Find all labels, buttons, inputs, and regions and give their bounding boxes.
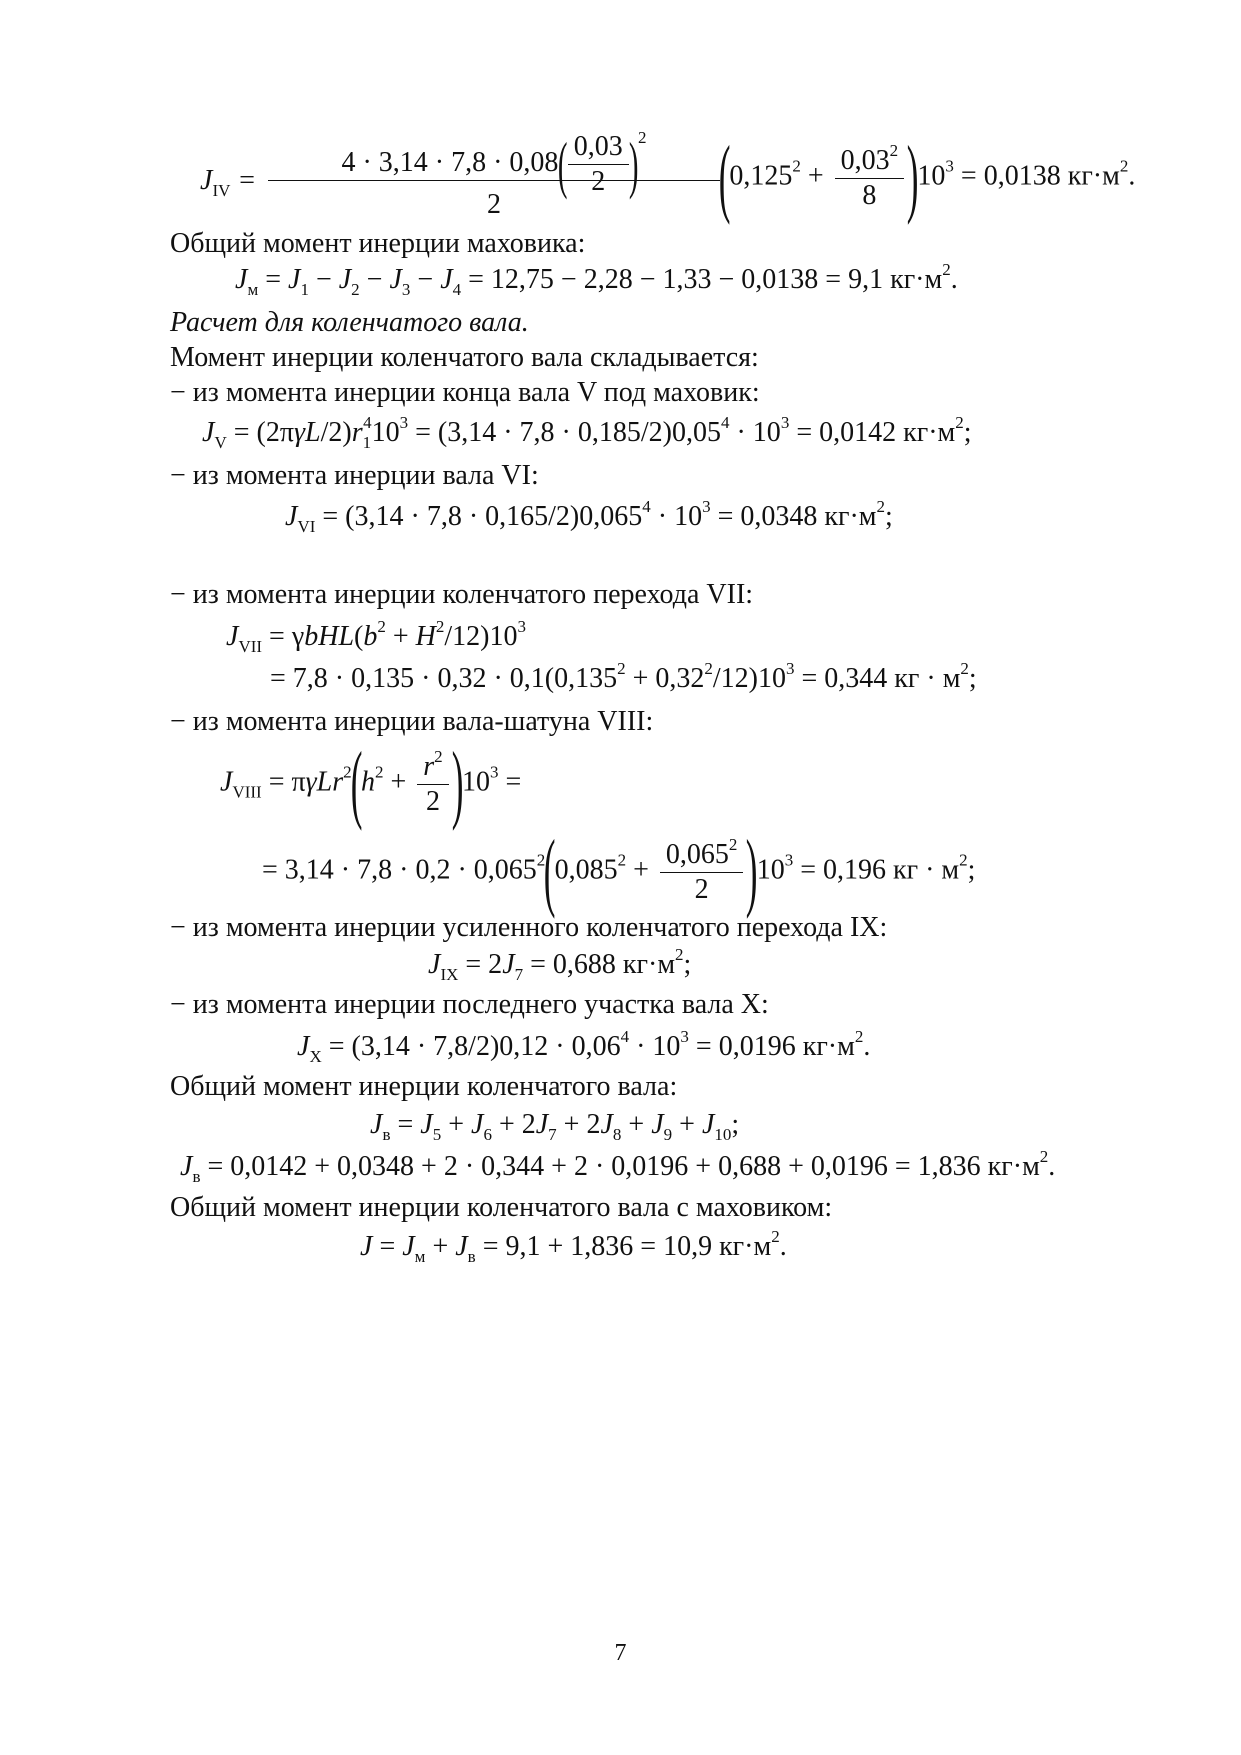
equation-jm: $J_м = J_1 - J_2 - J_3 - J_4 = 12,75 - 2,28 - 1,33 - 0,0138 = 9,1$ $кг\cdot м^2$. [235,260,958,299]
text-from-x: − из момента инерции последнего участка вала X: [170,989,769,1020]
text-from-vii: − из момента инерции коленчатого перехода VII: [170,579,754,610]
equation-jvii-a: $J_{VII} = \gamma bHL(b^2 + H^2/12)10^3$ [226,617,526,656]
equation-jvii-b: = $7,8 \cdot 0,135 \cdot 0,32 \cdot 0,1(0,135^2 + 0,32^2/12)10^3 = 0,344$ кг · $м^2$; [270,659,977,694]
text-from-viii: − из момента инерции вала-шатуна VIII: [170,706,654,737]
equation-jviii-a: $J_{VIII} = \pi\gamma Lr^2(h^2$ + $\frac{r^2}{2}$ )$10^3$ = [220,735,522,832]
text-total-shaft: Общий момент инерции коленчатого вала: [170,1071,678,1102]
equation-j4: $J_{IV}$ = 4 · 3,14 · 7,8 · 0,08( $\frac{0,03}{2}$ )$^2$ 2 ($0,125^2$ + $\frac{0,03^2}{8}$ )$10^3 = 0,0138$ $кг\cdot м^2$. [200,127,1136,226]
text-crank-sum: Момент инерции коленчатого вала складывается: [170,342,759,373]
text-from-v: − из момента инерции конца вала V под маховик: [170,377,760,408]
text-total-with-flywheel: Общий момент инерции коленчатого вала с маховиком: [170,1192,833,1223]
text-crank-heading: Расчет для коленчатого вала. [170,307,529,338]
page-number: 7 [614,1640,627,1666]
equation-jix: $J_{IX} = 2J_7 = 0,688$ $кг\cdot м^2$; [428,945,692,984]
equation-jv: $J_V = (2\pi\gamma L/2)r_1^410^3 = (3,14 \cdot 7,8 \cdot 0,185/2)0,05^4 \cdot 10^3 = 0,0142$ $кг\cdot м^2$; [202,413,972,452]
equation-jb-value: $J_в = 0,0142 + 0,0348 + 2 \cdot 0,344 + 2 \cdot 0,0196 + 0,688 + 0,0196 = 1,836$ $кг\cdot м^2$. [180,1147,1056,1186]
equation-jviii-b: = $3,14 \cdot 7,8 \cdot 0,2 \cdot 0,065^2(0,085^2$ + $\frac{0,065^2}{2}$ )$10^3 = 0,196$ кг · $м^2$; [262,823,976,920]
text-from-vi: − из момента инерции вала VI: [170,460,539,491]
equation-jb-sum: $J_в = J_5 + J_6 + 2J_7 + 2J_8 + J_9 + J_{10}$; [370,1109,740,1144]
equation-j-total: $J = J_м + J_в = 9,1 + 1,836 = 10,9$ $кг\cdot м^2$. [360,1227,787,1266]
equation-jvi: $J_{VI} = (3,14 \cdot 7,8 \cdot 0,165/2)0,065^4 \cdot 10^3 = 0,0348$ $кг\cdot м^2$; [285,497,893,536]
text-from-ix: − из момента инерции усиленного коленчатого перехода IX: [170,912,888,943]
text-total-flywheel: Общий момент инерции маховика: [170,228,586,259]
equation-jx: $J_X = (3,14 \cdot 7,8/2)0,12 \cdot 0,06^4 \cdot 10^3 = 0,0196$ $кг\cdot м^2$. [297,1027,871,1066]
